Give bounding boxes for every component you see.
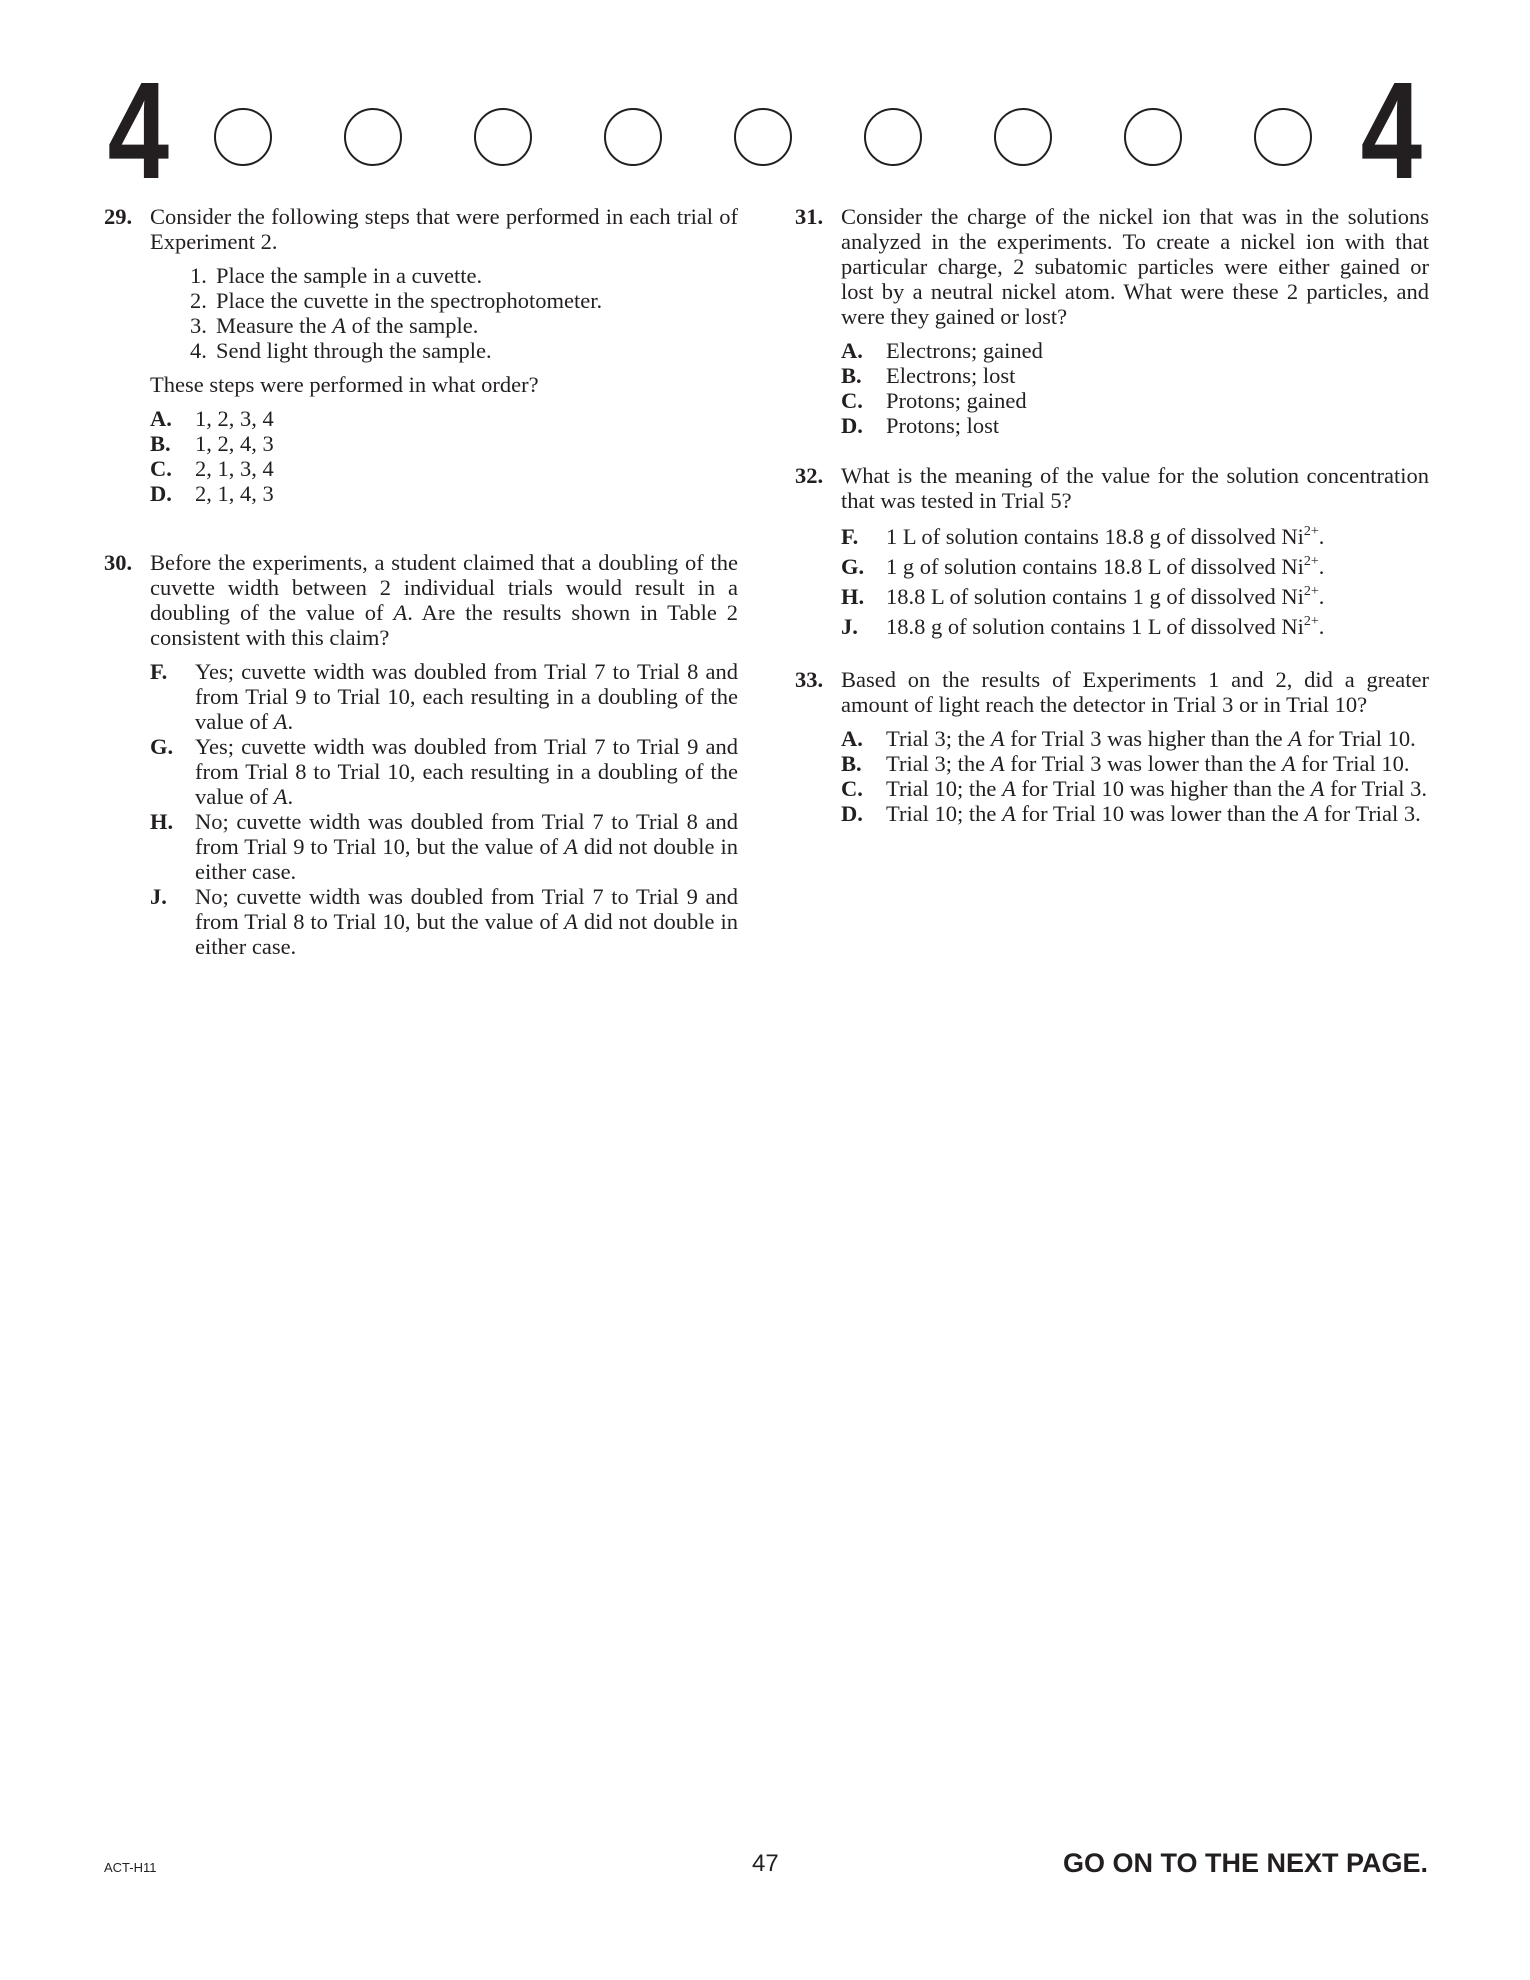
step-item: 4. Send light through the sample. bbox=[190, 338, 492, 363]
answer-option-f[interactable]: F. Yes; cuvette width was doubled from Trial 7 to Trial 8 and from Trial 9 to Trial 10, each resulting in a doubling of the value of A. bbox=[150, 659, 738, 734]
answer-options bbox=[841, 726, 1429, 826]
answer-option-b[interactable]: B. 1, 2, 4, 3 bbox=[150, 431, 274, 456]
circle-decoration bbox=[604, 108, 662, 166]
question-29 bbox=[104, 204, 738, 506]
circle-decoration bbox=[474, 108, 532, 166]
question-32 bbox=[795, 463, 1429, 642]
question-31 bbox=[795, 204, 1429, 438]
question-30 bbox=[104, 550, 738, 959]
answer-option-f[interactable]: F. 1 L of solution contains 18.8 g of dissolved $Ni^{2+}$. bbox=[841, 524, 1325, 549]
answer-option-d[interactable]: D. 2, 1, 4, 3 bbox=[150, 481, 274, 506]
answer-option-d[interactable]: D. Trial 10; the A for Trial 10 was lower than the A for Trial 3. bbox=[841, 801, 1421, 826]
answer-options bbox=[150, 406, 738, 506]
answer-option-a[interactable]: A. Electrons; gained bbox=[841, 338, 1043, 363]
question-number: 30. bbox=[104, 550, 133, 575]
answer-options bbox=[150, 659, 738, 959]
question-number: 32. bbox=[795, 463, 824, 488]
left-column bbox=[104, 204, 738, 984]
step-item: 1. Place the sample in a cuvette. bbox=[190, 263, 483, 288]
answer-option-b[interactable]: B. Electrons; lost bbox=[841, 363, 1016, 388]
question-number: 33. bbox=[795, 667, 824, 692]
section-header bbox=[100, 54, 1430, 208]
right-column bbox=[795, 204, 1429, 851]
answer-options bbox=[841, 522, 1429, 642]
circle-decoration bbox=[1254, 108, 1312, 166]
answer-option-c[interactable]: C. Trial 10; the A for Trial 10 was higher than the A for Trial 3. bbox=[841, 776, 1428, 801]
answer-option-d[interactable]: D. Protons; lost bbox=[841, 413, 1000, 438]
page-number: 47 bbox=[752, 1850, 779, 1877]
question-stem: What is the meaning of the value for the solution concentration that was tested in Trial 5? bbox=[841, 463, 1429, 513]
step-item: 2. Place the cuvette in the spectrophotometer. bbox=[190, 288, 603, 313]
question-33 bbox=[795, 667, 1429, 826]
answer-option-c[interactable]: C. 2, 1, 3, 4 bbox=[150, 456, 274, 481]
circle-decoration bbox=[1124, 108, 1182, 166]
question-number: 29. bbox=[104, 204, 133, 229]
circle-decoration bbox=[214, 108, 272, 166]
answer-option-j[interactable]: J. No; cuvette width was doubled from Trial 7 to Trial 9 and from Trial 8 to Trial 10, but the value of A did not double in either case. bbox=[150, 884, 738, 959]
answer-option-c[interactable]: C. Protons; gained bbox=[841, 388, 1027, 413]
question-number: 31. bbox=[795, 204, 824, 229]
question-stem: Consider the following steps that were performed in each trial of Experiment 2. bbox=[150, 204, 738, 254]
answer-option-h[interactable]: H. No; cuvette width was doubled from Trial 7 to Trial 8 and from Trial 9 to Trial 10, but the value of A did not double in either case. bbox=[150, 809, 738, 884]
circle-decoration bbox=[994, 108, 1052, 166]
section-number-left: 4 bbox=[107, 54, 170, 208]
answer-option-g[interactable]: G. Yes; cuvette width was doubled from Trial 7 to Trial 9 and from Trial 8 to Trial 10, each resulting in a doubling of the value of A. bbox=[150, 734, 738, 809]
answer-option-h[interactable]: H. 18.8 L of solution contains 1 g of dissolved $Ni^{2+}$. bbox=[841, 584, 1325, 609]
circle-decoration bbox=[864, 108, 922, 166]
answer-option-b[interactable]: B. Trial 3; the A for Trial 3 was lower than the A for Trial 10. bbox=[841, 751, 1410, 776]
answer-option-a[interactable]: A. 1, 2, 3, 4 bbox=[150, 406, 274, 431]
circle-decoration bbox=[734, 108, 792, 166]
answer-option-j[interactable]: J. 18.8 g of solution contains 1 L of dissolved $Ni^{2+}$. bbox=[841, 614, 1325, 639]
next-page-notice: GO ON TO THE NEXT PAGE. bbox=[1062, 1848, 1428, 1878]
answer-options bbox=[841, 338, 1429, 438]
circle-decoration bbox=[344, 108, 402, 166]
step-item: 3. Measure the A of the sample. bbox=[190, 313, 479, 338]
answer-option-g[interactable]: G. 1 g of solution contains 18.8 L of dissolved $Ni^{2+}$. bbox=[841, 554, 1325, 579]
form-code: ACT-H11 bbox=[104, 1860, 157, 1875]
question-followup: These steps were performed in what order? bbox=[150, 372, 539, 397]
question-stem: Before the experiments, a student claimed that a doubling of the cuvette width between 2 individual trials would result in a doubling of the value of A. Are the results shown in Table 2 consistent with this claim? bbox=[150, 550, 739, 650]
question-stem: Consider the charge of the nickel ion that was in the solutions analyzed in the experiments. To create a nickel ion with that particular charge, 2 subatomic particles were either gained or lost by a neutral nickel atom. What were these 2 particles, and were they gained or lost? bbox=[841, 204, 1429, 329]
question-stem: Based on the results of Experiments 1 and 2, did a greater amount of light reach the detector in Trial 3 or in Trial 10? bbox=[841, 667, 1429, 717]
answer-option-a[interactable]: A. Trial 3; the A for Trial 3 was higher than the A for Trial 10. bbox=[841, 726, 1416, 751]
section-number-right: 4 bbox=[1360, 54, 1423, 208]
step-list bbox=[150, 263, 738, 363]
